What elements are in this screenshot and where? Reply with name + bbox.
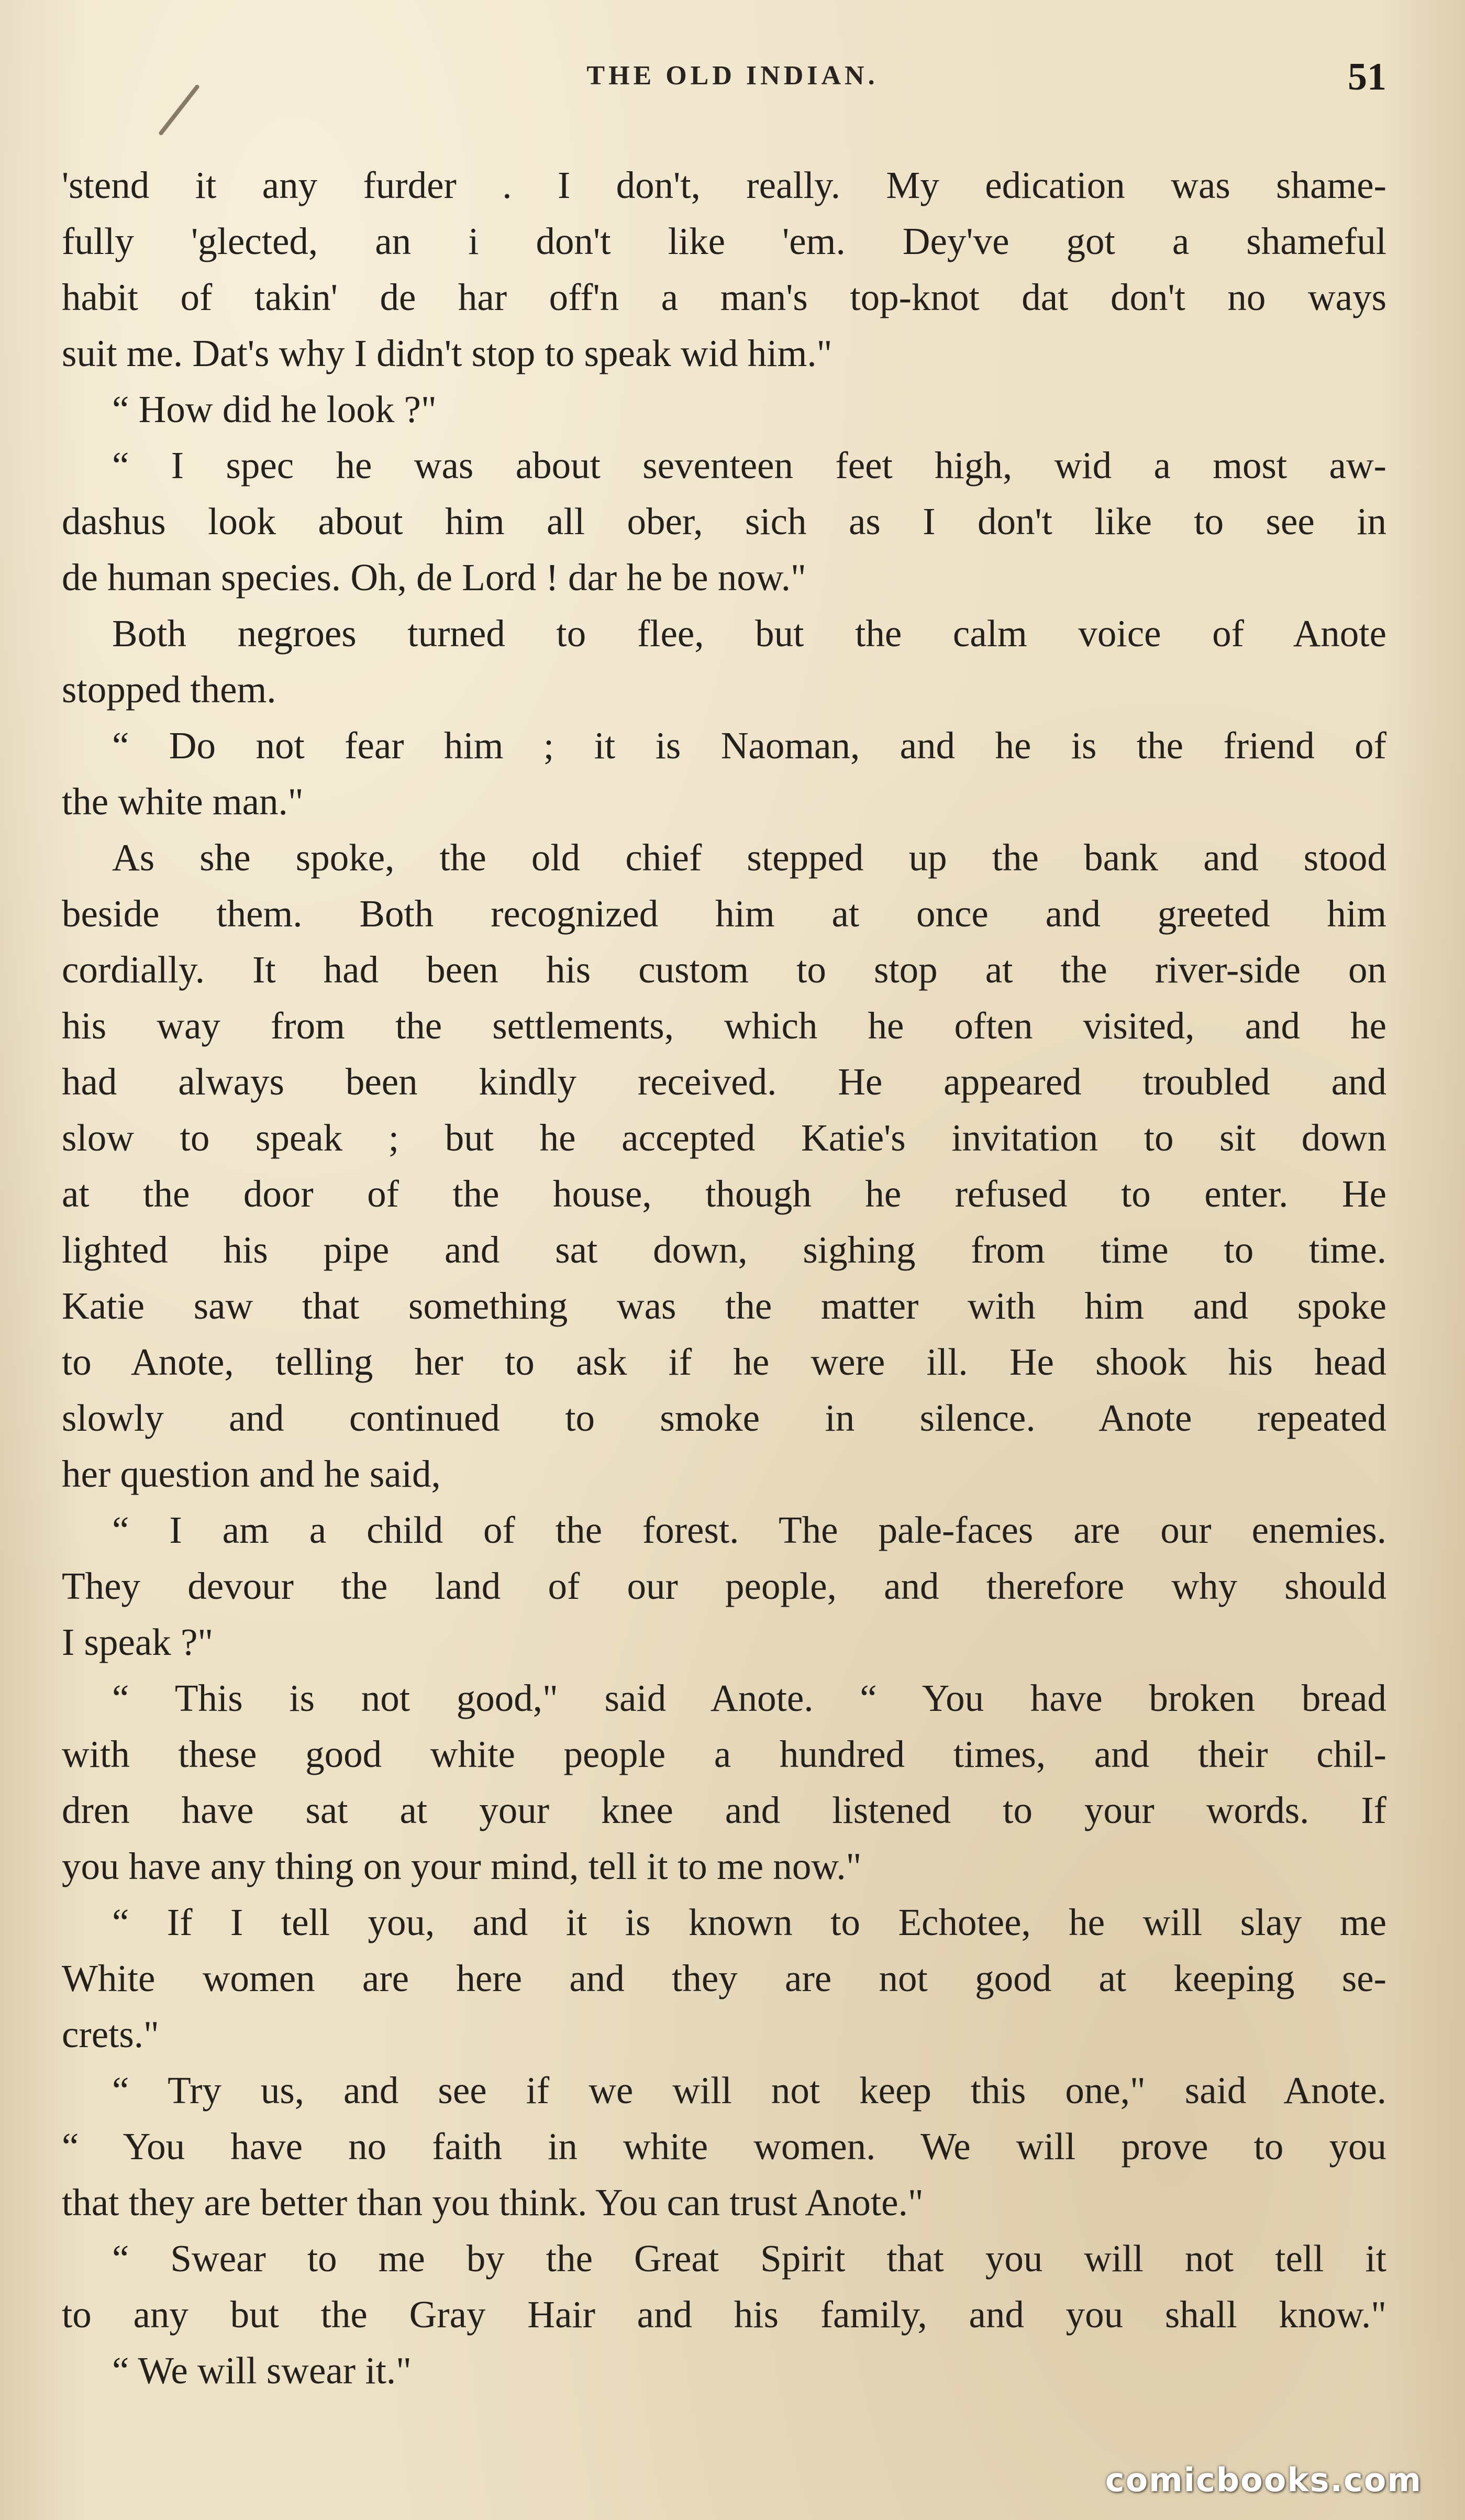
text-line: fully 'glected, an i don't like 'em. Dey've got a shameful — [62, 220, 1386, 262]
text-line: at the door of the house, though he refused to enter. He — [62, 1173, 1386, 1215]
text-line: had always been kindly received. He appeared troubled and — [62, 1060, 1386, 1103]
text-line: the white man." — [62, 780, 304, 823]
running-head — [0, 55, 1465, 102]
text-line: his way from the settlements, which he often visited, and he — [62, 1004, 1386, 1047]
text-line: “ How did he look ?" — [112, 388, 437, 430]
text-line: “ Try us, and see if we will not keep this one," said Anote. — [112, 2069, 1386, 2112]
text-line: “ Do not fear him ; it is Naoman, and he is the friend of — [112, 724, 1386, 767]
text-line: lighted his pipe and sat down, sighing from time to time. — [62, 1229, 1386, 1271]
text-line: you have any thing on your mind, tell it to me now." — [62, 1845, 862, 1887]
text-line: stopped them. — [62, 668, 276, 711]
text-line: dren have sat at your knee and listened to your words. If — [62, 1789, 1386, 1831]
text-line: that they are better than you think. You can trust Anote." — [62, 2181, 924, 2224]
text-line: to Anote, telling her to ask if he were ill. He shook his head — [62, 1341, 1386, 1383]
text-line: “ We will swear it." — [112, 2349, 412, 2392]
text-line: Katie saw that something was the matter with him and spoke — [62, 1285, 1386, 1327]
page-number: 51 — [1348, 56, 1386, 98]
text-line: “ I spec he was about seventeen feet high, wid a most aw- — [112, 444, 1386, 487]
text-line: Both negroes turned to flee, but the calm voice of Anote — [112, 612, 1386, 655]
text-line: suit me. Dat's why I didn't stop to speak wid him." — [62, 332, 833, 374]
text-line: I speak ?" — [62, 1621, 214, 1663]
text-line: As she spoke, the old chief stepped up the bank and stood — [112, 836, 1386, 879]
watermark: comicbooks.com — [1105, 2461, 1422, 2499]
text-line: 'stend it any furder . I don't, really. My edication was shame- — [62, 164, 1386, 206]
body-text — [62, 157, 1386, 2399]
text-line: dashus look about him all ober, sich as I don't like to see in — [62, 500, 1386, 543]
text-line: White women are here and they are not good at keeping se- — [62, 1957, 1386, 1999]
text-line: “ You have no faith in white women. We will prove to you — [62, 2125, 1386, 2168]
text-line: de human species. Oh, de Lord ! dar he be now." — [62, 556, 806, 599]
text-line: to any but the Gray Hair and his family, and you shall know." — [62, 2293, 1386, 2336]
text-line: slow to speak ; but he accepted Katie's invitation to sit down — [62, 1117, 1386, 1159]
text-line: crets." — [62, 2013, 159, 2055]
running-head-title: THE OLD INDIAN. — [586, 61, 879, 91]
text-line: beside them. Both recognized him at once and greeted him — [62, 892, 1386, 935]
text-line: slowly and continued to smoke in silence. Anote repeated — [62, 1397, 1386, 1439]
text-line: “ Swear to me by the Great Spirit that you will not tell it — [112, 2237, 1386, 2280]
text-line: her question and he said, — [62, 1453, 441, 1495]
text-line: “ This is not good," said Anote. “ You have broken bread — [112, 1677, 1386, 1719]
text-line: “ If I tell you, and it is known to Echotee, he will slay me — [112, 1901, 1386, 1943]
text-line: They devour the land of our people, and therefore why should — [62, 1565, 1386, 1607]
text-line: cordially. It had been his custom to stop at the river-side on — [62, 948, 1386, 991]
text-line: habit of takin' de har off'n a man's top-knot dat don't no ways — [62, 276, 1386, 318]
text-line: with these good white people a hundred times, and their chil- — [62, 1733, 1386, 1775]
text-line: “ I am a child of the forest. The pale-faces are our enemies. — [112, 1509, 1386, 1551]
